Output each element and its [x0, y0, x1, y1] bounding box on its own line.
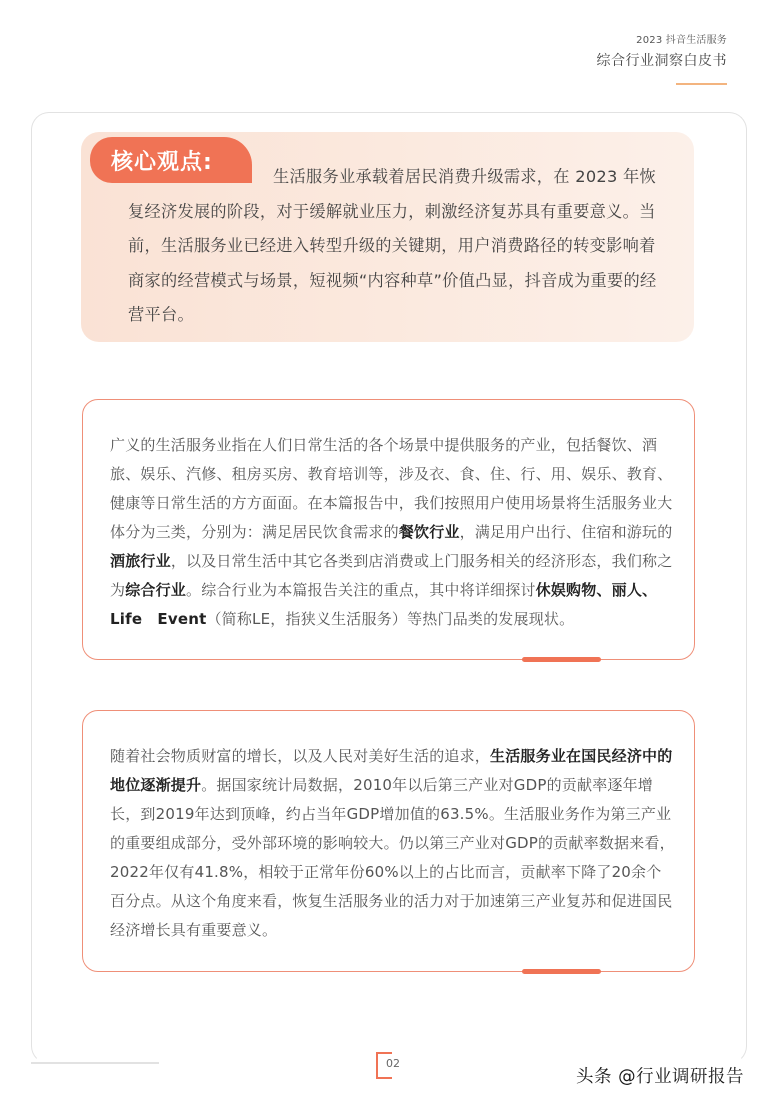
header-subtitle: 2023 抖音生活服务 — [636, 35, 727, 46]
card-text — [110, 431, 675, 634]
info-card-definition — [82, 399, 695, 660]
header-title: 综合行业洞察白皮书 — [596, 53, 727, 69]
text-segment: 。据国家统计局数据，2010年以后第三产业对GDP的贡献率逐年增长，到2019年达到顶峰，约占当年GDP增加值的63.5%。生活服业务作为第三产业的重要组成部分，受外部环境的影响较大。仍以第三产业对GDP的贡献率数据来看，2022年仅有41.8%，相较于正常年份60%以上的占比而言，贡献率下降了20余个百分点。从这个角度来看，恢复生活服务业的活力对于加速第三产业复苏和促进国民经济增长具有重要意义。 — [110, 776, 675, 939]
page-number — [376, 1052, 400, 1079]
text-segment: ，满足用户出行、住宿和游玩的 — [459, 523, 673, 541]
text-segment: 广义的生活服务业指在人们日常生活的各个场景中提供服务的产业，包括餐饮、酒旅、娱乐、汽修、租房买房、教育培训等，涉及衣、食、住、行、用、娱乐、教育、健康等日常生活的方方面面。在本篇报告中，我们按照用户使用场景将生活服务业大体分为三类，分别为：满足居民饮食需求的 — [110, 436, 673, 541]
text-segment: 。综合行业为本篇报告关注的重点，其中将详细探讨 — [186, 581, 536, 599]
core-view-text: 生活服务业承载着居民消费升级需求，在 2023 年恢复经济发展的阶段，对于缓解就业压力，刺激经济复苏具有重要意义。当前，生活服务业已经进入转型升级的关键期，用户消费路径的转变影响着商家的经营模式与场景，短视频“内容种草”价值凸显，抖音成为重要的经营平台。 — [128, 167, 657, 324]
card-text — [110, 742, 675, 945]
bold-status-rising: 生活服务业在国民经济中的地位逐渐提升 — [110, 747, 673, 794]
info-card-economy — [82, 710, 695, 972]
bold-catering: 餐饮行业 — [398, 523, 460, 541]
page-header — [597, 31, 728, 70]
page-number-label: 02 — [386, 1057, 400, 1070]
card-accent-bar — [522, 657, 601, 662]
bold-comprehensive: 综合行业 — [125, 581, 187, 599]
text-segment: ，以及日常生活中其它各类到店消费或上门服务相关的经济形态，我们称之为 — [110, 552, 673, 599]
frame-bottom-line — [31, 1062, 159, 1064]
bold-categories: 休娱购物、丽人、Life Event — [110, 581, 658, 628]
bold-hotel-travel: 酒旅行业 — [110, 552, 171, 570]
core-view-tag-label: 核心观点: — [111, 150, 213, 175]
watermark: 头条 @行业调研报告 — [576, 1067, 745, 1087]
header-underline — [676, 83, 727, 85]
text-segment: 随着社会物质财富的增长，以及人民对美好生活的追求， — [110, 747, 491, 765]
card-accent-bar — [522, 969, 601, 974]
text-segment: （简称LE，指狭义生活服务）等热门品类的发展现状。 — [206, 610, 575, 628]
